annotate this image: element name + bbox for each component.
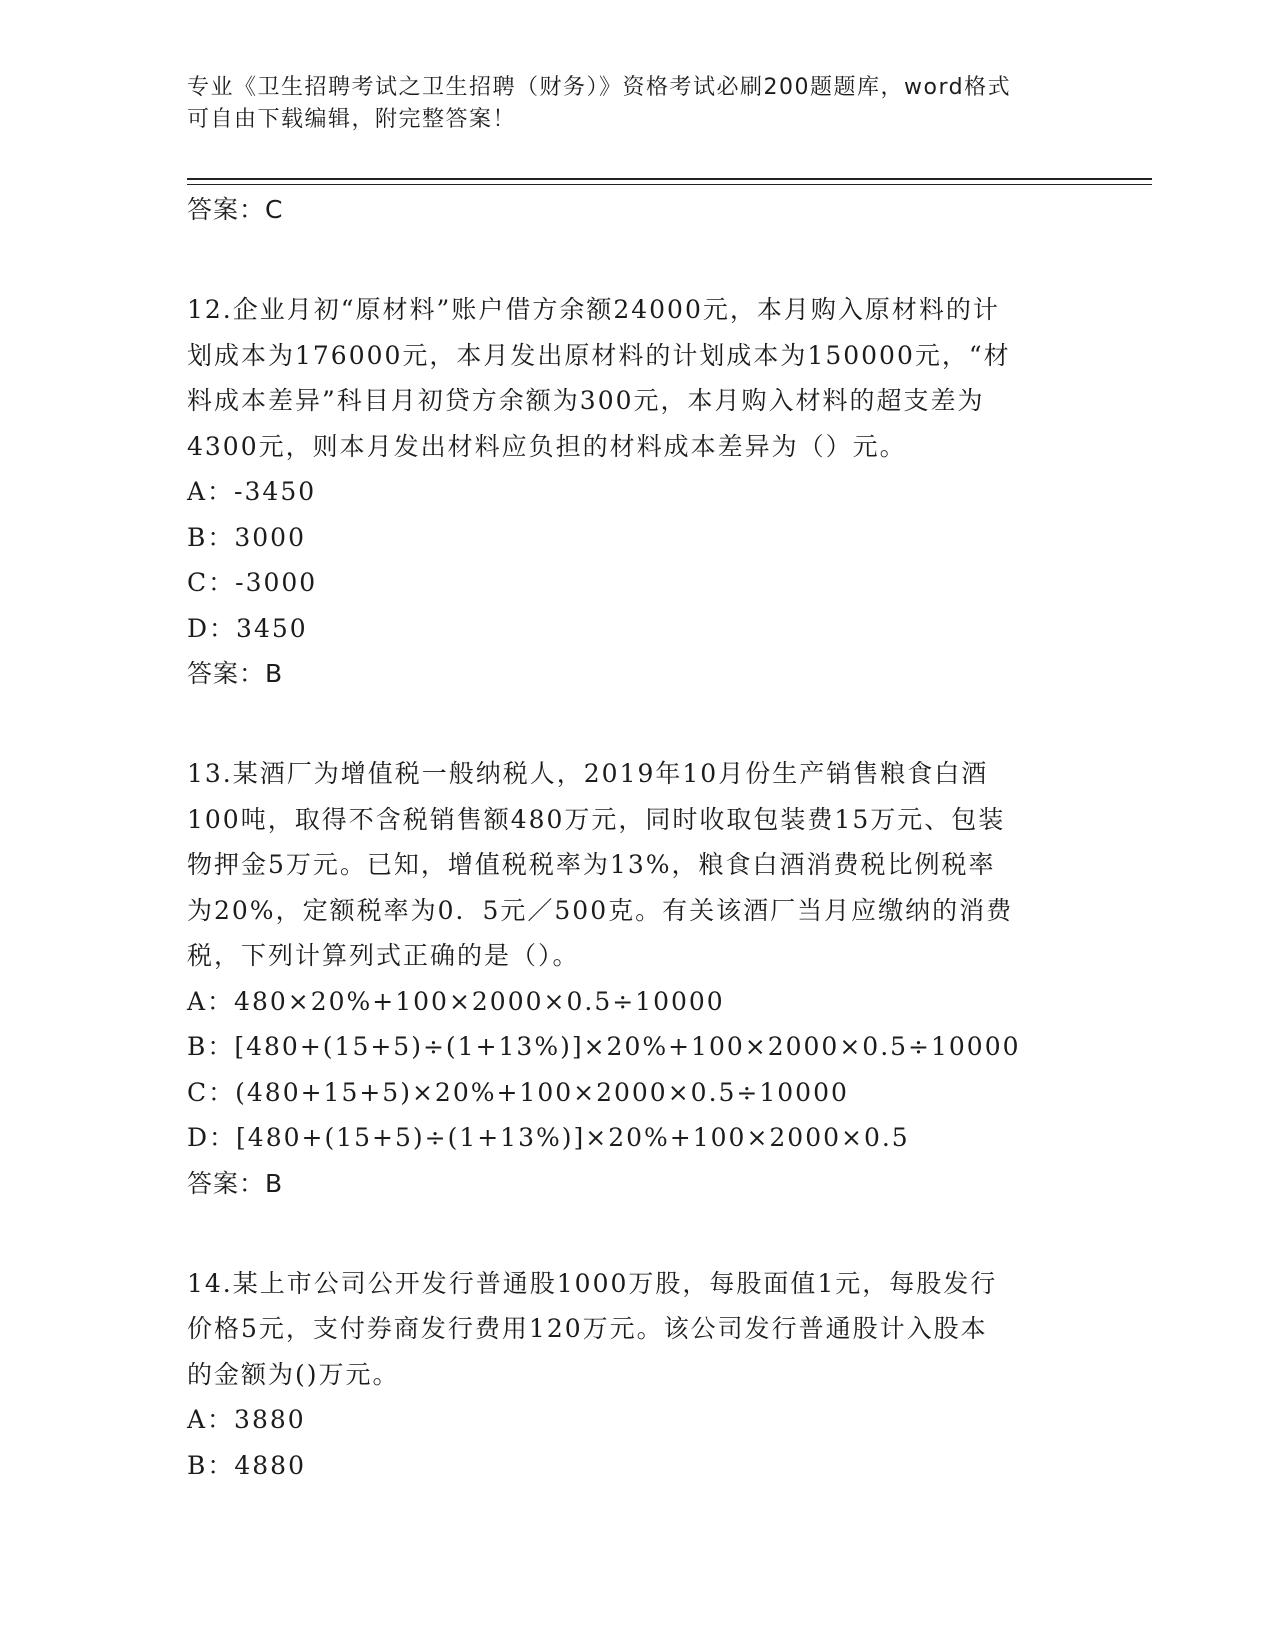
stem-line: 100吨，取得不含税销售额480万元，同时收取包装费15万元、包装 xyxy=(187,804,1006,834)
option-b: B：4880 xyxy=(187,1450,306,1480)
option-d: D：3450 xyxy=(187,613,308,643)
previous-answer: 答案：C xyxy=(187,195,284,224)
option-d: D：[480+(15+5)÷(1+13%)]×20%+100×2000×0.5 xyxy=(187,1123,910,1152)
header-line-1: 专业《卫生招聘考试之卫生招聘（财务）》资格考试必刷200题题库，word格式 xyxy=(187,75,1012,100)
option-c: C：-3000 xyxy=(187,568,318,597)
stem-line: 料成本差异”科目月初贷方余额为300元，本月购入材料的超支差为 xyxy=(187,386,985,415)
header-line-2: 可自由下载编辑，附完整答案！ xyxy=(187,107,517,132)
stem-line: 为20%，定额税率为0．5元／500克。有关该酒厂当月应缴纳的消费 xyxy=(187,895,1014,925)
stem-line: 税，下列计算列式正确的是（）。 xyxy=(187,941,580,970)
stem-line: 13.某酒厂为增值税一般纳税人，2019年10月份生产销售粮食白酒 xyxy=(187,759,989,788)
question-stem xyxy=(187,751,1087,979)
option-a: A：480×20%+100×2000×0.5÷10000 xyxy=(187,986,725,1016)
answer: 答案：B xyxy=(187,659,284,688)
document-body xyxy=(187,187,1087,1488)
question-14 xyxy=(187,1261,1087,1489)
stem-line: 价格5元，支付券商发行费用120万元。该公司发行普通股计入股本 xyxy=(187,1314,988,1343)
header-rule-thick xyxy=(187,178,1152,180)
stem-line: 划成本为176000元，本月发出原材料的计划成本为150000元，“材 xyxy=(187,340,1011,370)
option-b: B：[480+(15+5)÷(1+13%)]×20%+100×2000×0.5÷10000 xyxy=(187,1032,1021,1061)
question-stem xyxy=(187,1261,1087,1398)
option-c: C：(480+15+5)×20%+100×2000×0.5÷10000 xyxy=(187,1077,849,1107)
question-12 xyxy=(187,287,1087,697)
question-stem xyxy=(187,287,1087,469)
answer: 答案：B xyxy=(187,1168,284,1198)
stem-line: 12.企业月初“原材料”账户借方余额24000元，本月购入原材料的计 xyxy=(187,295,1000,324)
stem-line: 物押金5万元。已知，增值税税率为13%，粮食白酒消费税比例税率 xyxy=(187,850,996,879)
document-header xyxy=(187,72,1067,136)
stem-line: 14.某上市公司公开发行普通股1000万股，每股面值1元，每股发行 xyxy=(187,1268,998,1298)
header-rule-thin xyxy=(187,184,1152,185)
stem-line: 4300元，则本月发出材料应负担的材料成本差异为（）元。 xyxy=(187,431,907,461)
option-a: A：3880 xyxy=(187,1405,306,1434)
stem-line: 的金额为()万元。 xyxy=(187,1359,400,1389)
option-b: B：3000 xyxy=(187,522,306,552)
option-a: A：-3450 xyxy=(187,477,317,506)
question-13 xyxy=(187,751,1087,1207)
